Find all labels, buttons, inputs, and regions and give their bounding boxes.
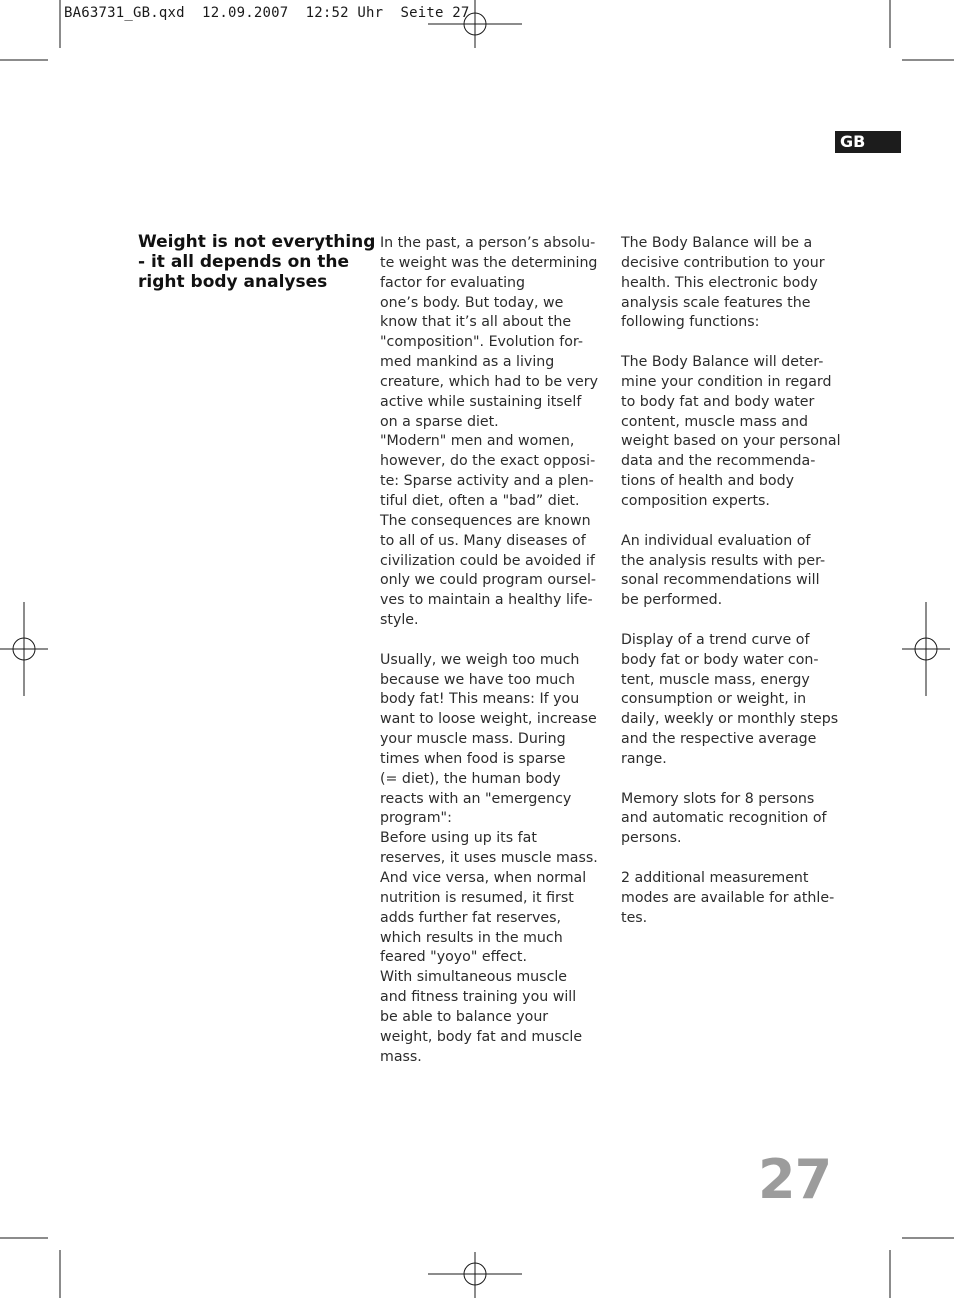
- text-line: because we have too much: [380, 671, 576, 688]
- text-line: tiful diet, often a "bad” diet.: [380, 492, 580, 509]
- text-line: "composition". Evolution for-: [380, 334, 583, 351]
- registration-mark-right: [902, 602, 950, 696]
- registration-mark-left: [0, 602, 48, 696]
- text-line: tes.: [621, 909, 648, 926]
- text-line: be able to balance your: [380, 1008, 549, 1025]
- text-line: nutrition is resumed, it first: [380, 889, 574, 906]
- text-line: and automatic recognition of: [621, 810, 827, 827]
- text-line: health. This electronic body: [621, 274, 818, 291]
- text-line: [621, 849, 841, 869]
- text-line: Usually, we weigh too much: [380, 651, 580, 668]
- text-line: be performed.: [621, 592, 723, 609]
- text-line: te: Sparse activity and a plen-: [380, 473, 594, 490]
- text-line: modes are available for athle-: [621, 889, 835, 906]
- text-line: With simultaneous muscle: [380, 969, 568, 986]
- print-slug: BA63731_GB.qxd 12.09.2007 12:52 Uhr Seite 27: [64, 5, 470, 21]
- body-text-column-1: [380, 234, 598, 1067]
- text-line: ves to maintain a healthy life-: [380, 592, 593, 609]
- text-line: active while sustaining itself: [380, 393, 582, 410]
- text-line: consumption or weight, in: [621, 691, 807, 708]
- text-line: content, muscle mass and: [621, 413, 809, 430]
- text-line: An individual evaluation of: [621, 532, 811, 549]
- heading-line: right body analyses: [138, 272, 328, 292]
- text-line: decisive contribution to your: [621, 254, 825, 271]
- text-line: analysis scale features the: [621, 294, 811, 311]
- text-line: one’s body. But today, we: [380, 294, 564, 311]
- text-line: Before using up its fat: [380, 830, 537, 847]
- text-line: style.: [380, 612, 419, 629]
- text-line: And vice versa, when normal: [380, 870, 587, 886]
- text-line: te weight was the determining: [380, 254, 598, 271]
- text-line: range.: [621, 750, 667, 767]
- heading-line: - it all depends on the: [138, 252, 350, 272]
- text-line: creature, which had to be very: [380, 373, 598, 390]
- text-line: weight based on your personal: [621, 433, 841, 450]
- text-line: adds further fat reserves,: [380, 909, 562, 926]
- section-heading: [138, 232, 376, 292]
- text-line: Memory slots for 8 persons: [621, 790, 815, 807]
- registration-mark-bottom: [428, 1252, 522, 1298]
- text-line: civilization could be avoided if: [380, 552, 595, 569]
- text-line: med mankind as a living: [380, 354, 555, 371]
- text-line: reserves, it uses muscle mass.: [380, 850, 598, 867]
- text-line: times when food is sparse: [380, 750, 566, 767]
- text-line: Display of a trend curve of: [621, 631, 810, 648]
- text-line: program":: [380, 810, 452, 827]
- text-line: feared "yoyo" effect.: [380, 949, 528, 966]
- text-line: In the past, a person’s absolu-: [380, 235, 596, 251]
- text-line: your muscle mass. During: [380, 731, 566, 748]
- text-line: which results in the much: [380, 929, 563, 946]
- text-line: only we could program oursel-: [380, 572, 597, 589]
- text-line: [621, 333, 841, 353]
- text-line: reacts with an "emergency: [380, 790, 572, 807]
- text-line: The consequences are known: [380, 512, 591, 529]
- heading-line: Weight is not everything: [138, 232, 376, 252]
- text-line: (= diet), the human body: [380, 770, 561, 787]
- text-line: mass.: [380, 1048, 422, 1065]
- text-line: and fitness training you will: [380, 989, 577, 1006]
- text-line: "Modern" men and women,: [380, 433, 575, 450]
- text-line: The Body Balance will be a: [621, 235, 813, 251]
- language-badge: GB: [835, 131, 901, 153]
- text-line: daily, weekly or monthly steps: [621, 711, 839, 728]
- text-line: [621, 611, 841, 631]
- text-line: to body fat and body water: [621, 393, 815, 410]
- text-line: on a sparse diet.: [380, 413, 499, 430]
- text-line: to all of us. Many diseases of: [380, 532, 586, 549]
- text-line: body fat or body water con-: [621, 651, 819, 668]
- text-line: the analysis results with per-: [621, 552, 826, 569]
- text-line: mine your condition in regard: [621, 373, 832, 390]
- text-line: body fat! This means: If you: [380, 691, 580, 708]
- text-line: following functions:: [621, 314, 760, 331]
- text-line: persons.: [621, 830, 682, 847]
- text-line: data and the recommenda-: [621, 453, 816, 470]
- text-line: factor for evaluating: [380, 274, 526, 291]
- text-line: sonal recommendations will: [621, 572, 820, 589]
- page-number: 27: [758, 1148, 832, 1211]
- text-line: tent, muscle mass, energy: [621, 671, 810, 688]
- text-line: The Body Balance will deter-: [621, 354, 824, 371]
- text-line: weight, body fat and muscle: [380, 1028, 583, 1045]
- text-line: [621, 512, 841, 532]
- text-line: 2 additional measurement: [621, 870, 809, 886]
- text-line: tions of health and body: [621, 473, 794, 490]
- text-line: however, do the exact opposi-: [380, 453, 596, 470]
- text-line: and the respective average: [621, 731, 817, 748]
- body-text-column-2: [621, 234, 841, 929]
- text-line: composition experts.: [621, 492, 770, 509]
- text-line: know that it’s all about the: [380, 314, 572, 331]
- text-line: [621, 770, 841, 790]
- text-line: want to loose weight, increase: [380, 711, 597, 728]
- text-line: [380, 631, 598, 651]
